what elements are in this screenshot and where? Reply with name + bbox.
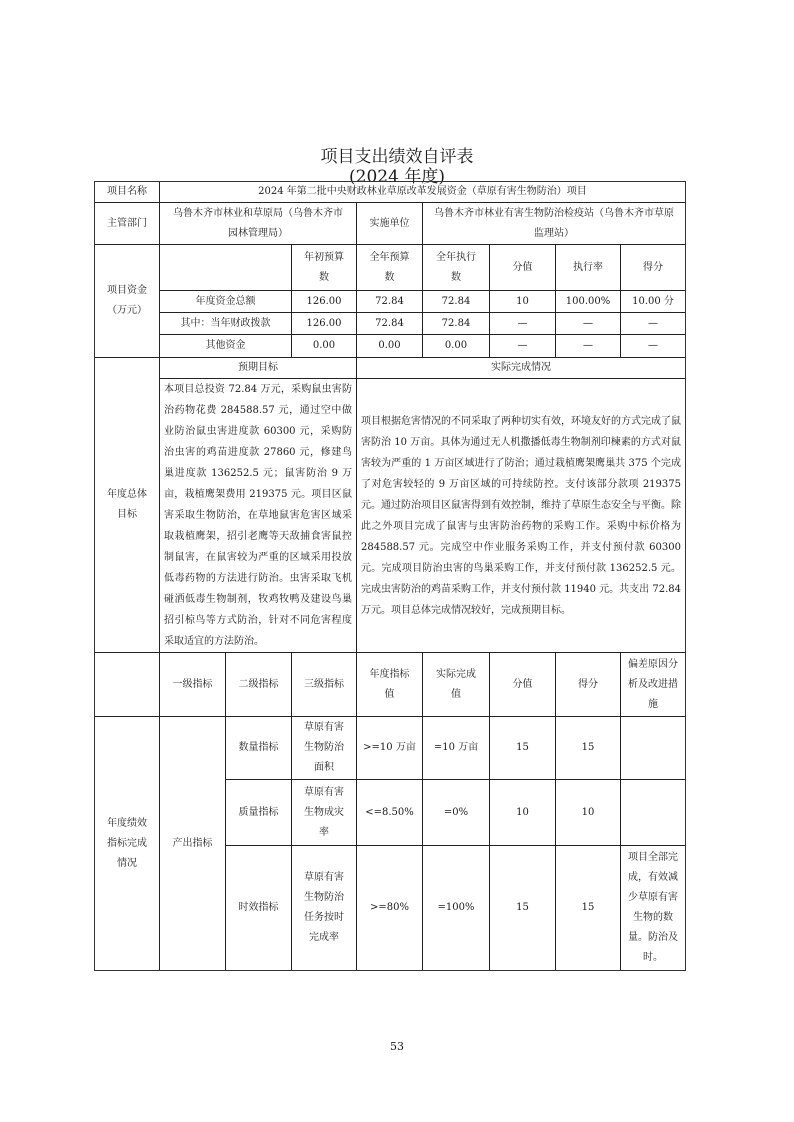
funds-cell: — (621, 335, 686, 358)
level1-indicator: 产出指标 (160, 717, 226, 971)
indicator-header: 实际完成值 (423, 653, 490, 717)
indicator-header: 一级指标 (160, 653, 226, 717)
page-subtitle: (2024 年度) (349, 167, 445, 187)
actual-value: =10 万亩 (423, 717, 490, 780)
funds-cell: 10.00 分 (621, 291, 686, 313)
funds-cell: — (621, 313, 686, 335)
level2-indicator: 时效指标 (226, 846, 292, 971)
deviation-reason (621, 717, 686, 780)
indicator-header: 偏差原因分析及改进措施 (621, 653, 686, 717)
funds-header-blank (160, 245, 292, 291)
funds-header: 分值 (490, 245, 556, 291)
funds-label: 项目资金（万元） (95, 245, 160, 358)
indicator-header: 年度指标值 (357, 653, 423, 717)
actual-value: =0% (423, 780, 490, 846)
page-title: 项目支出绩效自评表 (320, 147, 474, 167)
funds-cell: 72.84 (357, 313, 423, 335)
expected-header: 预期目标 (160, 358, 357, 379)
weight-value: 15 (490, 717, 556, 780)
funds-cell: 0.00 (357, 335, 423, 358)
score-value: 15 (556, 717, 621, 780)
weight-value: 15 (490, 846, 556, 971)
project-name: 2024 年第二批中央财政林业草原改革发展资金（草原有害生物防治）项目 (160, 182, 686, 203)
indicator-header: 分值 (490, 653, 556, 717)
project-name-label: 项目名称 (95, 182, 160, 203)
impl-label: 实施单位 (357, 203, 423, 245)
score-value: 15 (556, 846, 621, 971)
page-number: 53 (390, 1040, 404, 1053)
funds-header: 年初预算数 (292, 245, 357, 291)
evaluation-table (95, 182, 686, 971)
funds-row-name: 其中：当年财政拨款 (160, 313, 292, 335)
funds-header: 执行率 (556, 245, 621, 291)
funds-header: 全年执行数 (423, 245, 490, 291)
indicator-header: 二级指标 (226, 653, 292, 717)
funds-cell: 0.00 (292, 335, 357, 358)
funds-cell: 0.00 (423, 335, 490, 358)
funds-cell: 72.84 (423, 291, 490, 313)
target-value: <=8.50% (357, 780, 423, 846)
indicator-header: 三级指标 (292, 653, 357, 717)
actual-header: 实际完成情况 (357, 358, 686, 379)
dept-value: 乌鲁木齐市林业和草原局（乌鲁木齐市园林管理局） (160, 203, 357, 245)
funds-row-name: 年度资金总额 (160, 291, 292, 313)
funds-row-name: 其他资金 (160, 335, 292, 358)
impl-value: 乌鲁木齐市林业有害生物防治检疫站（乌鲁木齐市草原监理站） (423, 203, 686, 245)
actual-completion-text: 项目根据危害情况的不同采取了两种切实有效，环境友好的方式完成了鼠害防治 10 万亩。具体为通过无人机撒播低毒生物制剂印楝素的方式对鼠害较为严重的 1 万亩区域进行了防治；通过栽植鹰架鹰巢共 375 个完成了对危害较轻的 9 万亩区域的可持续防控。支付该部分款项 219375 元。通过防治项目区鼠害得到有效控制，维持了草原生态安全与平衡。除此之外项目完成了鼠害与虫害防治药物的采购工作。采购中标价格为 284588.57 元。完成空中作业服务采购工作，并支付预付款 60300 元。完成项目防治虫害的鸟巢采购工作，并支付预付款 136252.5 元。完成虫害防治的鸡苗采购工作，并支付预付款 11940 元。共支出 72.84 万元。项目总体完成情况较好，完成预期目标。 (357, 379, 686, 653)
level3-indicator: 草原有害生物防治面积 (292, 717, 357, 780)
funds-header: 全年预算数 (357, 245, 423, 291)
level2-indicator: 数量指标 (226, 717, 292, 780)
funds-cell: — (490, 335, 556, 358)
indicator-header: 得分 (556, 653, 621, 717)
level3-indicator: 草原有害生物防治任务按时完成率 (292, 846, 357, 971)
goals-label: 年度总体目标 (95, 358, 160, 653)
score-value: 10 (556, 780, 621, 846)
target-value: >=10 万亩 (357, 717, 423, 780)
funds-cell: — (556, 313, 621, 335)
actual-value: =100% (423, 846, 490, 971)
level3-indicator: 草原有害生物成灾率 (292, 780, 357, 846)
funds-cell: — (556, 335, 621, 358)
indicators-label: 年度绩效指标完成情况 (95, 717, 160, 971)
funds-cell: 72.84 (423, 313, 490, 335)
funds-cell: — (490, 313, 556, 335)
funds-cell: 72.84 (357, 291, 423, 313)
funds-cell: 10 (490, 291, 556, 313)
deviation-reason: 项目全部完成，有效减少草原有害生物的数量。防治及时。 (621, 846, 686, 971)
funds-cell: 126.00 (292, 291, 357, 313)
level2-indicator: 质量指标 (226, 780, 292, 846)
deviation-reason (621, 780, 686, 846)
indicators-header-blank (95, 653, 160, 717)
weight-value: 10 (490, 780, 556, 846)
dept-label: 主管部门 (95, 203, 160, 245)
funds-cell: 126.00 (292, 313, 357, 335)
funds-cell: 100.00% (556, 291, 621, 313)
target-value: >=80% (357, 846, 423, 971)
funds-header: 得分 (621, 245, 686, 291)
expected-goal-text: 本项目总投资 72.84 万元，采购鼠虫害防治药物花费 284588.57 元，通过空中做业防治鼠虫害进度款 60300 元，采购防治虫害的鸡苗进度款 27860 元，修建鸟巢进度款 136252.5 元；鼠害防治 9 万亩，栽植鹰架费用 219375 元。项目区鼠害采取生物防治，在草地鼠害危害区域采取栽植鹰架，招引老鹰等天敌捕食害鼠控制鼠害，在鼠害较为严重的区域采用投放低毒药物的方法进行防治。虫害采取飞机碰洒低毒生物制剂，牧鸡牧鸭及建设鸟巢招引椋鸟等方式防治，针对不同危害程度采取适宜的方法防治。 (160, 379, 357, 653)
